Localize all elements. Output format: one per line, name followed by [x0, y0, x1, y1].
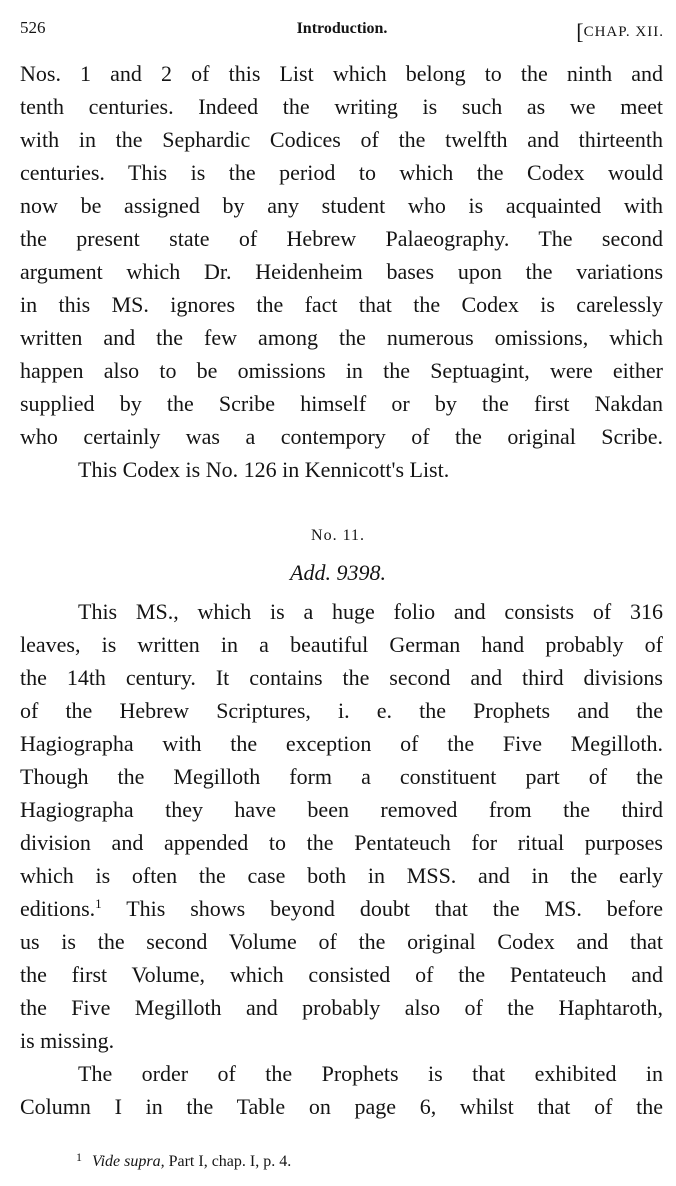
- section-title: Add. 9398.: [290, 560, 386, 585]
- text-line: in this MS. ignores the fact that the Codex is carelessly: [20, 292, 663, 317]
- text-line: centuries. This is the period to which the Codex would: [20, 160, 663, 185]
- text-line: Though the Megilloth form a constituent part of the: [20, 764, 663, 789]
- footnote-italic: Vide supra,: [92, 1153, 165, 1170]
- text-line: tenth centuries. Indeed the writing is such as we meet: [20, 94, 663, 119]
- page-number: 526: [20, 18, 46, 37]
- text-line: division and appended to the Pentateuch for ritual purposes: [20, 830, 663, 855]
- text-line: written and the few among the numerous omissions, which: [20, 325, 663, 350]
- text-line: Column I in the Table on page 6, whilst that of the: [20, 1094, 663, 1119]
- text-line: of the Hebrew Scriptures, i. e. the Prophets and the: [20, 698, 663, 723]
- chapter-text: CHAP. XII.: [583, 24, 664, 40]
- text-line: argument which Dr. Heidenheim bases upon the variations: [20, 259, 663, 284]
- text-line: the Five Megilloth and probably also of the Haphtaroth,: [20, 995, 663, 1020]
- chapter-bracket: [: [576, 19, 584, 44]
- text-line: which is often the case both in MSS. and in the early: [20, 863, 663, 888]
- text-line: Hagiographa with the exception of the Five Megilloth.: [20, 731, 663, 756]
- text-line: who certainly was a contempory of the original Scribe.: [20, 424, 663, 449]
- line-start: editions.: [20, 896, 96, 921]
- text-line: This Codex is No. 126 in Kennicott's List.: [78, 457, 450, 482]
- text-line: us is the second Volume of the original Codex and that: [20, 929, 663, 954]
- text-line: with in the Sephardic Codices of the twelfth and thirteenth: [20, 127, 663, 152]
- footnote-marker: 1: [76, 1150, 82, 1164]
- running-title: Introduction.: [296, 20, 388, 37]
- footnote-text: Part I, chap. I, p. 4.: [168, 1153, 292, 1170]
- text-line: happen also to be omissions in the Septuagint, were either: [20, 358, 663, 383]
- text-line: the present state of Hebrew Palaeography. The second: [20, 226, 663, 251]
- text-line: Hagiographa they have been removed from the third: [20, 797, 663, 822]
- text-line-with-footnote: [20, 892, 663, 926]
- running-header: [20, 16, 664, 46]
- footnote: [76, 1150, 291, 1171]
- text-line: The order of the Prophets is that exhibited in: [78, 1061, 663, 1086]
- text-line: the first Volume, which consisted of the Pentateuch and: [20, 962, 663, 987]
- chapter-label: [576, 16, 664, 42]
- text-line: Nos. 1 and 2 of this List which belong to the ninth and: [20, 61, 663, 86]
- text-line: supplied by the Scribe himself or by the first Nakdan: [20, 391, 663, 416]
- footnote-reference: 1: [95, 896, 102, 911]
- section-number: No. 11.: [311, 527, 365, 544]
- text-line: is missing.: [20, 1028, 115, 1053]
- line-rest: This shows beyond doubt that the MS. before: [126, 896, 663, 921]
- text-line: leaves, is written in a beautiful German hand probably of: [20, 632, 663, 657]
- text-line: now be assigned by any student who is acquainted with: [20, 193, 663, 218]
- text-line: the 14th century. It contains the second and third divisions: [20, 665, 663, 690]
- text-line: This MS., which is a huge folio and consists of 316: [78, 599, 663, 624]
